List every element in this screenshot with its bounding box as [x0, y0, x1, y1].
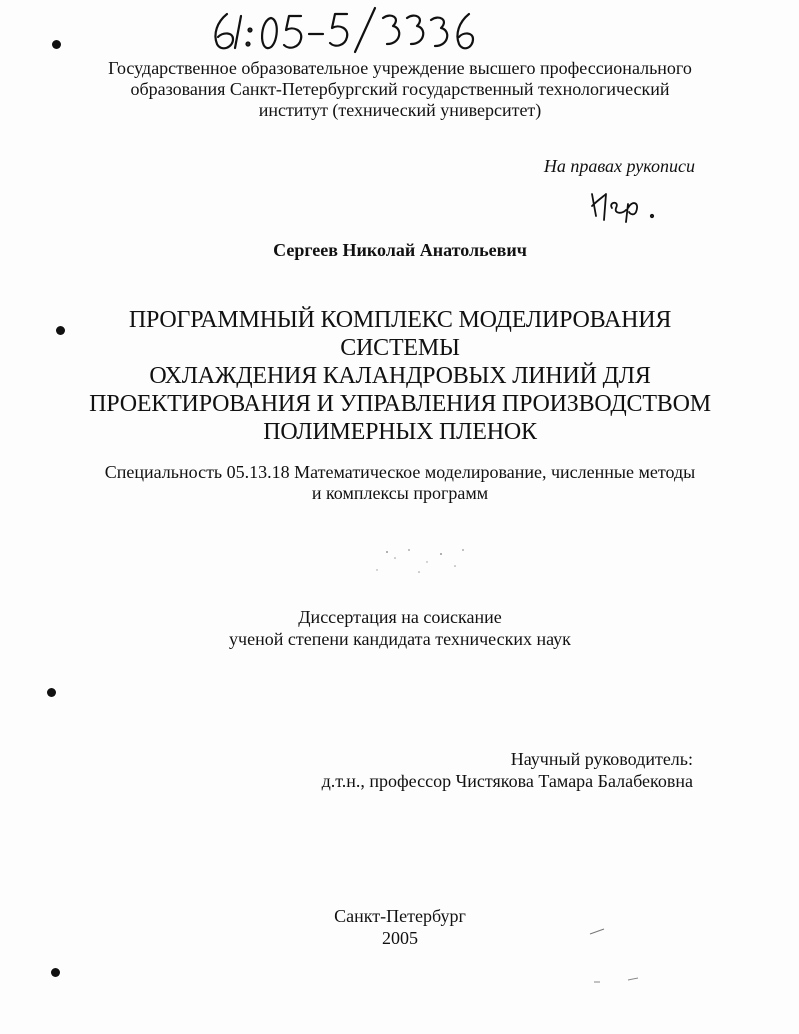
institution-header	[90, 58, 710, 121]
city: Санкт-Петербург	[334, 906, 466, 926]
place-and-year	[250, 905, 550, 949]
institution-line: институт (технический университет)	[258, 100, 542, 120]
handwritten-signature	[586, 186, 666, 226]
handwritten-archive-number	[205, 4, 475, 56]
scan-noise	[365, 540, 485, 580]
specialty	[90, 462, 710, 504]
advisor-name: д.т.н., профессор Чистякова Тамара Балабековна	[321, 771, 693, 791]
dissertation-note	[150, 606, 650, 650]
advisor-label: Научный руководитель:	[510, 749, 693, 769]
year: 2005	[382, 928, 418, 948]
dissertation-line: Диссертация на соискание	[298, 607, 502, 627]
binding-hole-mark	[56, 326, 65, 335]
scientific-advisor	[250, 748, 693, 792]
dissertation-title	[80, 306, 720, 446]
scan-mark	[588, 926, 608, 936]
institution-line: образования Санкт-Петербургский государственный технологический	[130, 79, 670, 99]
binding-hole-mark	[52, 40, 61, 49]
specialty-line: Специальность 05.13.18 Математическое моделирование, численные методы	[104, 462, 696, 482]
binding-hole-mark	[51, 968, 60, 977]
scan-mark	[592, 976, 642, 986]
title-line: ПОЛИМЕРНЫХ ПЛЕНОК	[263, 419, 537, 445]
institution-line: Государственное образовательное учреждение высшего профессионального	[108, 58, 692, 78]
binding-hole-mark	[47, 688, 56, 697]
author-name: Сергеев Николай Анатольевич	[273, 240, 527, 260]
rights-note: На правах рукописи	[543, 156, 695, 176]
title-line: ПРОГРАММНЫЙ КОМПЛЕКС МОДЕЛИРОВАНИЯ СИСТЕМЫ	[128, 307, 672, 361]
dissertation-line: ученой степени кандидата технических наук	[229, 629, 571, 649]
title-line: ПРОЕКТИРОВАНИЯ И УПРАВЛЕНИЯ ПРОИЗВОДСТВОМ	[89, 391, 711, 417]
title-line: ОХЛАЖДЕНИЯ КАЛАНДРОВЫХ ЛИНИЙ ДЛЯ	[149, 363, 651, 389]
specialty-line: и комплексы программ	[311, 483, 489, 503]
